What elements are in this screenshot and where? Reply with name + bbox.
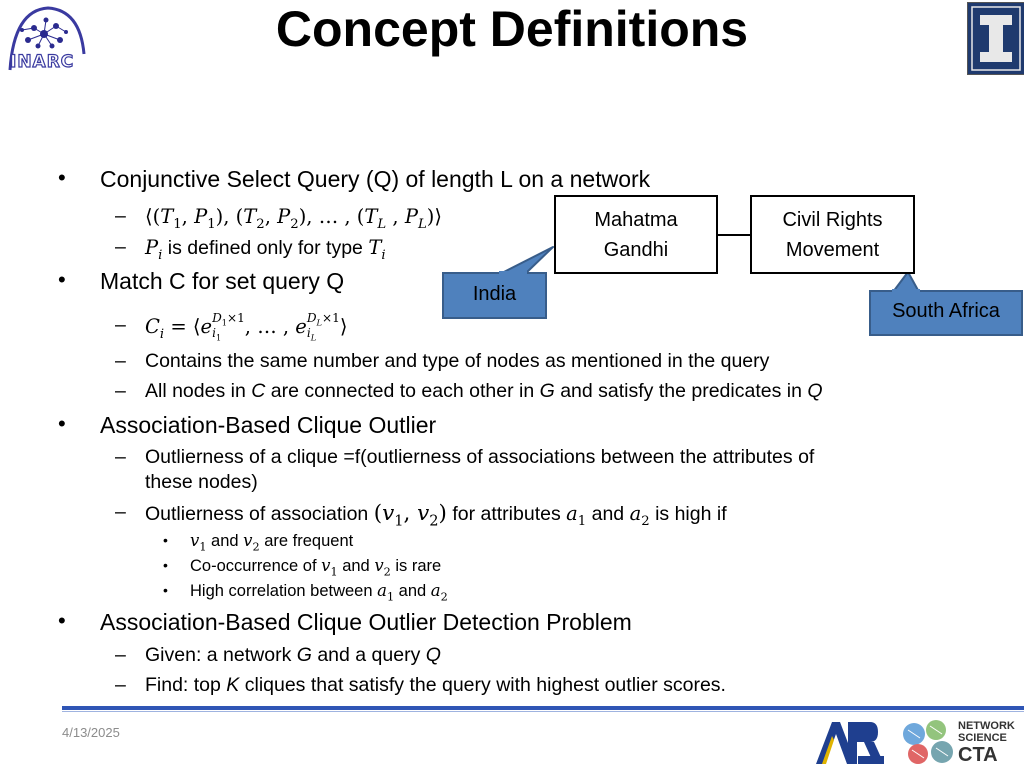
graph-var-c: C [251,380,266,402]
graph-var-q: Q [807,380,823,402]
tertiary-text: and [394,582,431,600]
sub-bullet-text: Outlierness of a clique =f(outlierness of associations between the attributes of [145,446,815,468]
bullet-text: Match C for set query Q [100,268,345,294]
sub-bullet-text: All nodes in [145,380,252,402]
footer-divider [62,706,1024,710]
sub-bullet-item: – All nodes in C are connected to each other in G and satisfy the predicates in Q [115,380,823,402]
query-tuple-formula: $⟨(T_1$, $P_1$), ($T_2$, $P_2$), … , ($T_L$ , $P_L)⟩$ [145,205,442,232]
bullet-item: • Conjunctive Select Query (Q) of length L on a network [58,165,651,192]
tertiary-text: is rare [390,557,442,575]
bullet-text: Association-Based Clique Outlier [100,412,437,438]
slide-date: 4/13/2025 [62,725,120,740]
tertiary-text: High correlation between [190,582,378,600]
bullet-item: • Association-Based Clique Outlier Detection Problem [58,608,632,635]
sub-bullet-item: – Contains the same number and type of nodes as mentioned in the query [115,350,770,372]
tertiary-bullet-item: • Co-occurrence of $v_1$ and $v_2$ is rare [163,556,442,579]
bullet-text: Conjunctive Select Query (Q) of length L on a network [100,166,651,192]
sub-bullet-item: – Outlierness of a clique =f(outlierness of associations between the attributes of [115,446,815,468]
node-civil-rights-movement [750,195,915,274]
sub-bullet-item: – $C_i$ = $⟨eD_1\times 1$ $i_1$ , … , $eD_L\times 1$ $i_L$ ⟩ [115,311,348,343]
bullet-text: Association-Based Clique Outlier Detection Problem [100,609,632,635]
callout-south-africa-label: South Africa [892,300,1000,322]
sub-bullet-text: and satisfy the predicates in [554,380,808,402]
node-label: Mahatma [594,208,678,231]
sub-bullet-text: cliques that satisfy the query with highest outlier scores. [239,674,726,696]
callout-india-pointer [500,247,553,274]
bullet-item: • Association-Based Clique Outlier [58,411,437,438]
inarc-logo-text: INARC [10,52,75,72]
sub-bullet-text: is defined only for type [162,237,369,259]
sub-bullet-item: – Find: top K cliques that satisfy the query with highest outlier scores. [115,674,726,696]
sub-bullet-text: and a query [311,644,426,666]
sub-bullet-text: these nodes) [145,471,258,493]
node-label: Movement [785,238,880,261]
sub-bullet-text: are connected to each other in [265,380,540,402]
sub-bullet-item: – $P_i$ is defined only for type $T_i$ [115,236,386,263]
network-science-cta-logo [900,718,1024,768]
sub-bullet-item: – Given: a network G and a query Q [115,644,441,666]
logo-line-network: NETWORK [958,720,1015,732]
node-mahatma-gandhi [554,195,718,274]
logo-line-cta: CTA [958,744,998,766]
tertiary-text: and [206,532,244,550]
graph-var-g: G [539,380,555,402]
tertiary-bullet-item: • High correlation between $a_1$ and $a_2$ [163,581,448,604]
sub-bullet-item: – Outlierness of association ($v_1$, $v_2$) for attributes $a_1$ and $a_2$ is high if [115,501,727,530]
sub-bullet-text: Outlierness of association [145,503,374,525]
sub-bullet-item: – $⟨(T_1$, $P_1$), ($T_2$, $P_2$), … , ($T_L$ , $P_L)⟩$ [115,205,442,232]
node-label: Civil Rights [782,208,883,231]
bullet-item: • Match C for set query Q [58,267,345,294]
match-formula: $C_i$ = $⟨eD_1\times 1$ $i_1$ , … , $eD_L\times 1$ $i_L$ ⟩ [145,311,348,343]
sub-bullet-text: Given: a network [145,644,297,666]
footer-divider-shadow [62,711,1024,712]
node-label: Gandhi [603,238,669,261]
tertiary-text: Co-occurrence of [190,557,322,575]
tertiary-bullet-item: • $v_1$ and $v_2$ are frequent [163,531,354,554]
tertiary-text: and [337,557,375,575]
sub-bullet-text: and [586,503,630,525]
graph-var-q: Q [425,644,441,666]
sub-bullet-text: for attributes [446,503,567,525]
sub-bullet-text: is high if [649,503,727,525]
var-k: K [226,674,240,696]
sub-bullet-text: Contains the same number and type of nodes as mentioned in the query [145,350,770,372]
callout-india-label: India [472,283,517,305]
graph-var-g: G [296,644,312,666]
logo-line-science: SCIENCE [958,732,1007,744]
page-title: Concept Definitions [275,1,749,57]
sub-bullet-text: Find: top [145,674,227,696]
arl-logo [814,718,886,766]
tertiary-text: are frequent [259,532,354,550]
